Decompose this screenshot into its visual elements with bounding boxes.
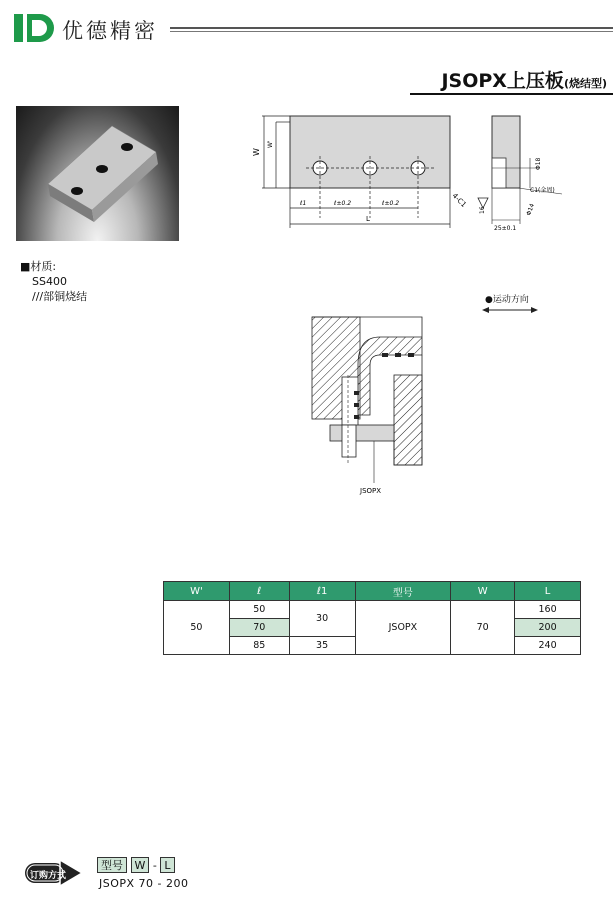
material-grade: SS400: [32, 275, 67, 288]
header-rule-thin: [170, 31, 613, 32]
product-title-main: JSOPX上压板: [441, 70, 564, 92]
col-L: L: [515, 582, 581, 601]
dim-L: L: [366, 215, 370, 223]
dim-l-a: ℓ±0.2: [334, 200, 352, 207]
cell-w-prime: 50: [164, 601, 230, 655]
cell-l1: 35: [289, 637, 355, 655]
dim-c1-full: C1(全周): [530, 187, 555, 194]
dim-w: W: [252, 148, 261, 156]
material-block: [20, 259, 87, 304]
cell-L: 240: [515, 637, 581, 655]
order-box-w: W: [131, 857, 150, 873]
cell-L: 200: [515, 619, 581, 637]
material-feature: ///部铜烧结: [32, 290, 88, 303]
dim-25: 25±0.1: [494, 225, 517, 232]
dim-dia18: Φ18: [535, 157, 542, 170]
cell-L: 160: [515, 601, 581, 619]
dim-l-b: ℓ±0.2: [382, 200, 400, 207]
product-title-sub: (烧结型): [563, 77, 607, 90]
order-box-model: 型号: [97, 857, 127, 873]
col-w: W: [451, 582, 515, 601]
assembly-drawing: [300, 315, 430, 495]
motion-direction-label: ●运动方向: [485, 295, 529, 305]
cell-l: 50: [229, 601, 289, 619]
header-rule: [170, 27, 613, 29]
order-code-format: [97, 857, 175, 873]
dim-w-prime: W': [267, 140, 274, 148]
dim-l1: ℓ1: [300, 200, 307, 207]
cell-l1: 30: [289, 601, 355, 637]
jd-logo-icon: [14, 14, 62, 42]
cell-w: 70: [451, 601, 515, 655]
col-model: 型号: [355, 582, 451, 601]
assembly-part-label: JSOPX: [360, 487, 382, 495]
col-l: ℓ: [229, 582, 289, 601]
cell-l: 70: [229, 619, 289, 637]
order-dash: -: [152, 859, 157, 872]
product-title: [441, 66, 607, 93]
top-view-drawing: [248, 108, 478, 233]
table-header-row: [164, 582, 581, 601]
material-heading: ■材质:: [20, 260, 57, 273]
spec-table: [163, 581, 581, 655]
order-method-label: 订购方式: [30, 871, 67, 881]
table-row: [164, 601, 581, 619]
side-view-drawing: [470, 108, 580, 233]
brand-name: 优德精密: [62, 19, 158, 43]
col-w-prime: W': [164, 582, 230, 601]
dim-dia14: Φ14: [525, 202, 537, 217]
product-photo: [16, 106, 179, 241]
order-box-l: L: [160, 857, 174, 873]
order-example: JSOPX 70 - 200: [99, 877, 189, 890]
col-l1: ℓ1: [289, 582, 355, 601]
title-underline: [410, 93, 613, 95]
cell-l: 85: [229, 637, 289, 655]
double-arrow-icon: [480, 300, 540, 324]
dim-16: 16: [479, 206, 486, 214]
dim-chamfer: 4-C1: [450, 191, 468, 209]
cell-model: JSOPX: [355, 601, 451, 655]
